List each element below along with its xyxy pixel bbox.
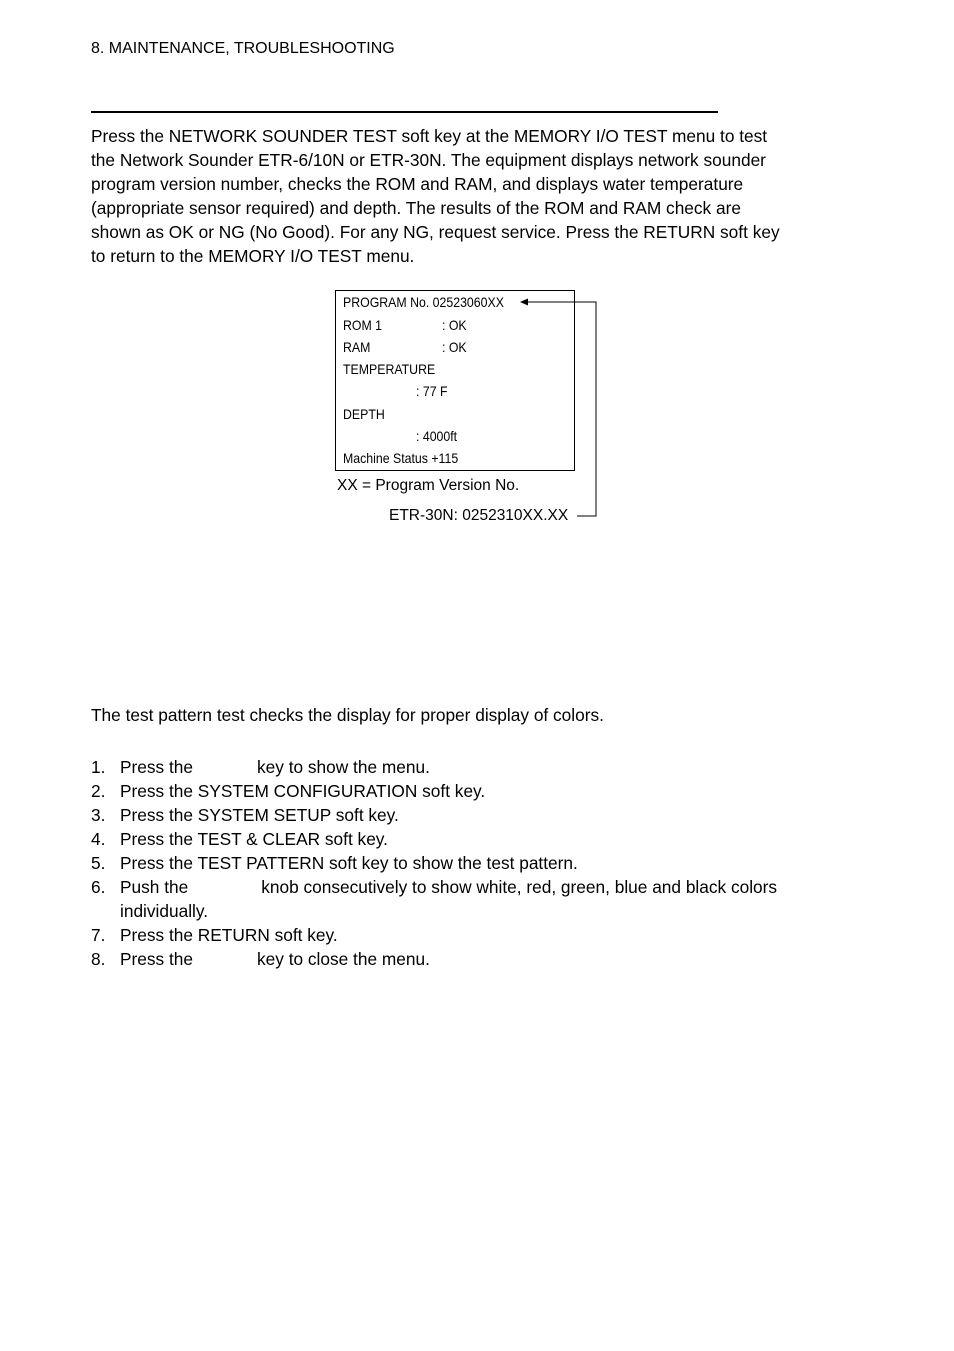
etr30n-caption: ETR-30N: 0252310XX.XX xyxy=(389,507,569,524)
step-number: 8. xyxy=(91,949,106,969)
temperature-value: : 77 F xyxy=(416,383,448,399)
rom-label: ROM 1 xyxy=(343,317,383,333)
list-item xyxy=(91,947,836,971)
list-item xyxy=(91,779,836,803)
network-test-paragraph xyxy=(91,124,836,268)
machine-status: Machine Status +115 xyxy=(343,450,459,466)
paragraph-line: to return to the MEMORY I/O TEST menu. xyxy=(91,246,415,266)
paragraph-line: Press the NETWORK SOUNDER TEST soft key at the MEMORY I/O TEST menu to test xyxy=(91,126,768,146)
running-header: 8. MAINTENANCE, TROUBLESHOOTING xyxy=(91,40,395,57)
depth-value: : 4000ft xyxy=(416,428,458,444)
step-text: Press the SYSTEM SETUP soft key. xyxy=(120,805,399,825)
step-text: Press the RETURN soft key. xyxy=(120,925,338,945)
list-item xyxy=(91,827,836,851)
step-number: 2. xyxy=(91,781,106,801)
list-item xyxy=(91,923,836,947)
step-number: 4. xyxy=(91,829,106,849)
ram-value: : OK xyxy=(442,339,467,355)
step-text: knob consecutively to show white, red, green, blue and black colors xyxy=(261,877,778,897)
section-rule xyxy=(91,111,718,113)
list-item xyxy=(91,803,836,827)
temperature-label: TEMPERATURE xyxy=(343,361,436,377)
paragraph-line: the Network Sounder ETR-6/10N or ETR-30N. The equipment displays network sounder xyxy=(91,150,766,170)
step-text: Press the xyxy=(120,757,193,777)
step-number: 1. xyxy=(91,757,106,777)
list-item xyxy=(91,851,836,875)
test-pattern-steps xyxy=(91,755,836,971)
network-sounder-test-screen xyxy=(335,290,575,471)
step-text: Press the SYSTEM CONFIGURATION soft key. xyxy=(120,781,486,801)
paragraph-line: (appropriate sensor required) and depth. The results of the ROM and RAM check are xyxy=(91,198,741,218)
program-number: PROGRAM No. 02523060XX xyxy=(343,294,504,310)
step-text: key to show the menu. xyxy=(257,757,430,777)
paragraph-line: program version number, checks the ROM and RAM, and displays water temperature xyxy=(91,174,744,194)
step-number: 5. xyxy=(91,853,106,873)
step-number: 7. xyxy=(91,925,106,945)
list-item xyxy=(91,875,836,923)
rom-value: : OK xyxy=(442,317,467,333)
version-caption: XX = Program Version No. xyxy=(337,477,520,494)
test-pattern-intro: The test pattern test checks the display for proper display of colors. xyxy=(91,705,604,725)
step-number: 6. xyxy=(91,877,106,897)
step-text: Push the xyxy=(120,877,189,897)
step-text: Press the TEST & CLEAR soft key. xyxy=(120,829,388,849)
ram-label: RAM xyxy=(343,339,371,355)
step-text: Press the TEST PATTERN soft key to show the test pattern. xyxy=(120,853,578,873)
step-text: Press the xyxy=(120,949,193,969)
paragraph-line: shown as OK or NG (No Good). For any NG, request service. Press the RETURN soft key xyxy=(91,222,780,242)
list-item xyxy=(91,755,836,779)
step-number: 3. xyxy=(91,805,106,825)
step-text-continued: individually. xyxy=(120,901,209,921)
depth-label: DEPTH xyxy=(343,406,385,422)
step-text: key to close the menu. xyxy=(257,949,430,969)
